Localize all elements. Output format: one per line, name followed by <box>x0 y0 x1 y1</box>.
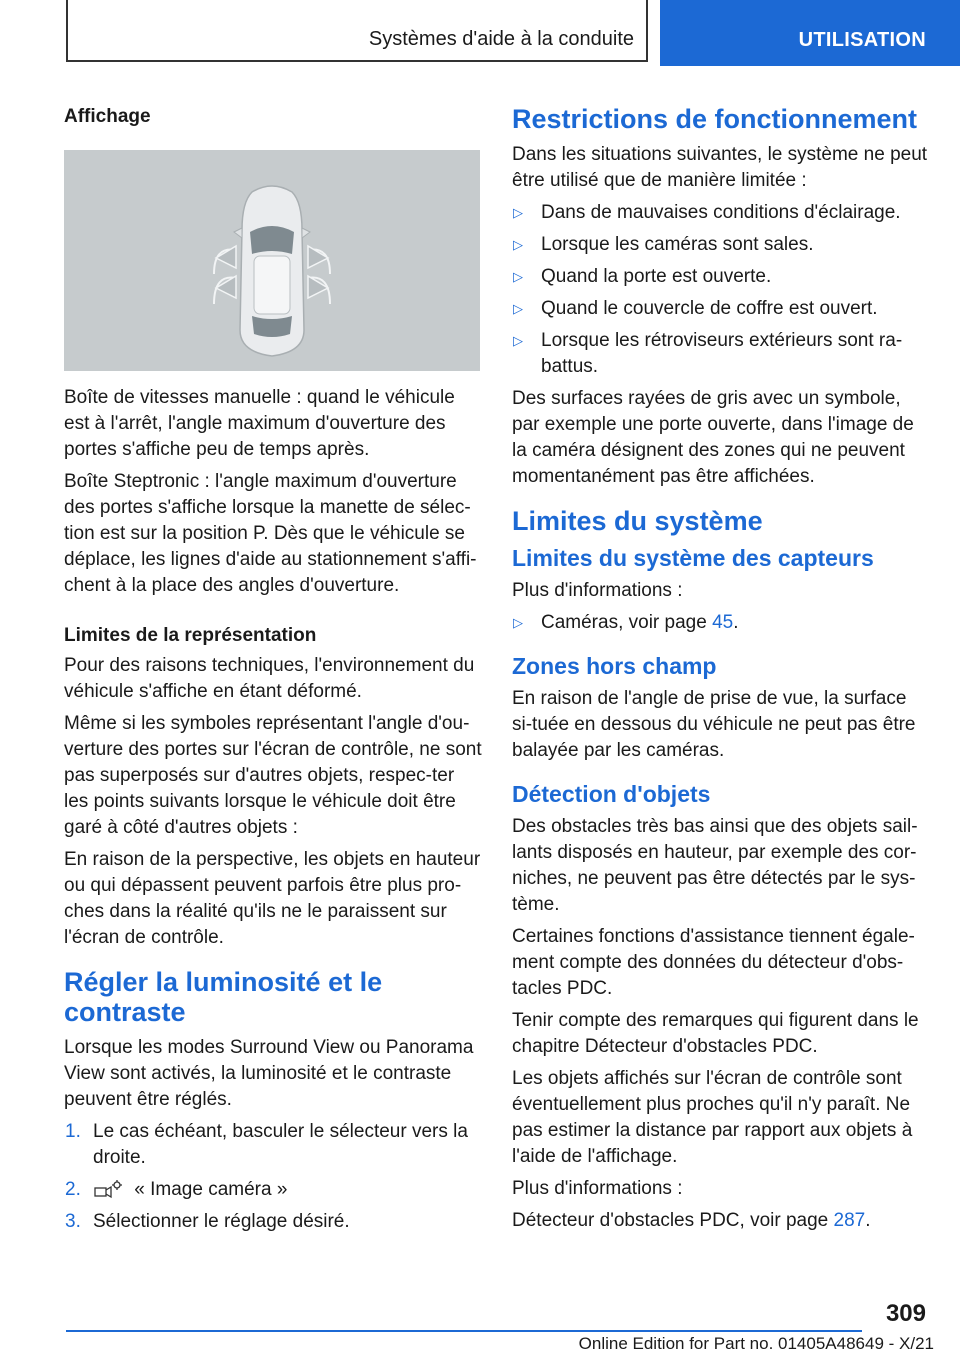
page-link-45[interactable]: 45 <box>712 612 734 633</box>
sensor-limits-heading: Limites du système des capteurs <box>512 545 874 571</box>
paragraph: Boîte Steptronic : l'angle maximum d'ouverture des portes s'affiche lorsque la manette de sélec-tion est sur la position P. Dès que le véhicule se déplace, les lignes d'aide au stationnement s'affi-chent à la place des angles d'ouverture. <box>64 471 477 596</box>
step-text: Sélectionner le réglage désiré. <box>93 1211 350 1232</box>
brightness-contrast-heading: Régler la luminosité et le contraste <box>64 967 383 1027</box>
list-item: ▷ Dans de mauvaises conditions d'éclairage. <box>512 200 930 226</box>
triangle-bullet-icon: ▷ <box>513 237 523 252</box>
blind-zones-heading: Zones hors champ <box>512 653 717 679</box>
paragraph: Pour des raisons techniques, l'environnement du véhicule s'affiche en étant déformé. <box>64 655 475 702</box>
header-section-box <box>66 0 648 62</box>
step-number: 3. <box>65 1211 81 1232</box>
chapter-label: UTILISATION <box>798 29 926 51</box>
system-limits-heading: Limites du système <box>512 506 763 536</box>
page-number: 309 <box>885 1300 926 1327</box>
step-item <box>64 1209 482 1235</box>
chapter-tab[interactable] <box>660 0 960 66</box>
right-column <box>512 104 930 1240</box>
car-door-angle-figure <box>64 150 480 371</box>
paragraph: Plus d'informations : <box>512 580 683 601</box>
edition-footer: Online Edition for Part no. 01405A48649 - X/21 <box>578 1334 934 1353</box>
paragraph: Les objets affichés sur l'écran de contrôle sont éventuellement plus proches qu'il n'y paraît. Ne pas estimer la distance par rapport aux objets à l'aide de l'affichage. <box>512 1068 913 1167</box>
affichage-heading: Affichage <box>64 106 151 127</box>
paragraph: En raison de l'angle de prise de vue, la surface si-tuée en dessous du véhicule ne peut pas être balayée par les caméras. <box>512 688 916 761</box>
step-number: 2. <box>65 1179 81 1200</box>
step-item <box>64 1119 482 1171</box>
left-column <box>64 104 482 1241</box>
paragraph: Dans les situations suivantes, le système ne peut être utilisé que de manière limitée : <box>512 144 928 191</box>
footer-divider <box>66 1330 862 1332</box>
triangle-bullet-icon: ▷ <box>513 333 523 348</box>
list-item: ▷ Lorsque les rétroviseurs extérieurs sont ra-battus. <box>513 330 903 377</box>
list-item: ▷ Caméras, voir page 45. <box>512 610 930 636</box>
page-link-287[interactable]: 287 <box>833 1210 866 1231</box>
triangle-bullet-icon: ▷ <box>513 615 523 630</box>
camera-ref-list <box>512 610 930 636</box>
triangle-bullet-icon: ▷ <box>513 269 523 284</box>
step-item <box>64 1177 482 1203</box>
paragraph: Certaines fonctions d'assistance tiennent égale-ment compte des données du détecteur d'obs-tacles PDC. <box>512 926 915 999</box>
step-text: Le cas échéant, basculer le sélecteur vers la droite. <box>93 1121 468 1168</box>
camera-settings-icon <box>93 1179 123 1199</box>
paragraph: Plus d'informations : <box>512 1178 683 1199</box>
steps-list <box>64 1119 482 1235</box>
paragraph: Lorsque les modes Surround View ou Panorama View sont activés, la luminosité et le contraste peuvent être réglés. <box>64 1037 474 1110</box>
paragraph: Boîte de vitesses manuelle : quand le véhicule est à l'arrêt, l'angle maximum d'ouverture des portes s'affiche peu de temps après. <box>64 387 455 460</box>
section-title: Systèmes d'aide à la conduite <box>368 28 634 50</box>
list-item: ▷ Quand le couvercle de coffre est ouvert. <box>512 296 930 322</box>
paragraph: Même si les symboles représentant l'angle d'ou-verture des portes sur l'écran de contrôle, ne sont pas superposés sur d'autres objets, respec-ter les points suivants lorsque le véhicule doit être garé à côté d'autres objets : <box>64 713 482 838</box>
list-item: ▷ Lorsque les caméras sont sales. <box>512 232 930 258</box>
step-text: « Image caméra » <box>134 1179 288 1200</box>
triangle-bullet-icon: ▷ <box>513 205 523 220</box>
triangle-bullet-icon: ▷ <box>513 301 523 316</box>
pdc-reference: Détecteur d'obstacles PDC, voir page 287. <box>512 1210 871 1231</box>
list-item: ▷ Quand la porte est ouverte. <box>512 264 930 290</box>
paragraph: Tenir compte des remarques qui figurent dans le chapitre Détecteur d'obstacles PDC. <box>512 1010 919 1057</box>
limits-representation-heading: Limites de la représentation <box>64 625 317 646</box>
step-number: 1. <box>65 1121 81 1142</box>
restrictions-list <box>512 200 930 380</box>
paragraph: Des surfaces rayées de gris avec un symbole, par exemple une porte ouverte, dans l'image de la caméra désignent des zones qui ne peuvent momentanément pas être affichées. <box>512 388 914 487</box>
paragraph: Des obstacles très bas ainsi que des objets sail-lants disposés en hauteur, par exemple des cor-niches, ne peuvent pas être détectés par le sys-tème. <box>512 816 918 915</box>
car-top-view-icon <box>64 150 480 371</box>
object-detection-heading: Détection d'objets <box>512 781 711 807</box>
paragraph: En raison de la perspective, les objets en hauteur ou qui dépassent peuvent parfois être plus pro-ches dans la réalité qu'ils ne le paraissent sur l'écran de contrôle. <box>64 849 481 948</box>
restrictions-heading: Restrictions de fonctionnement <box>512 104 918 134</box>
